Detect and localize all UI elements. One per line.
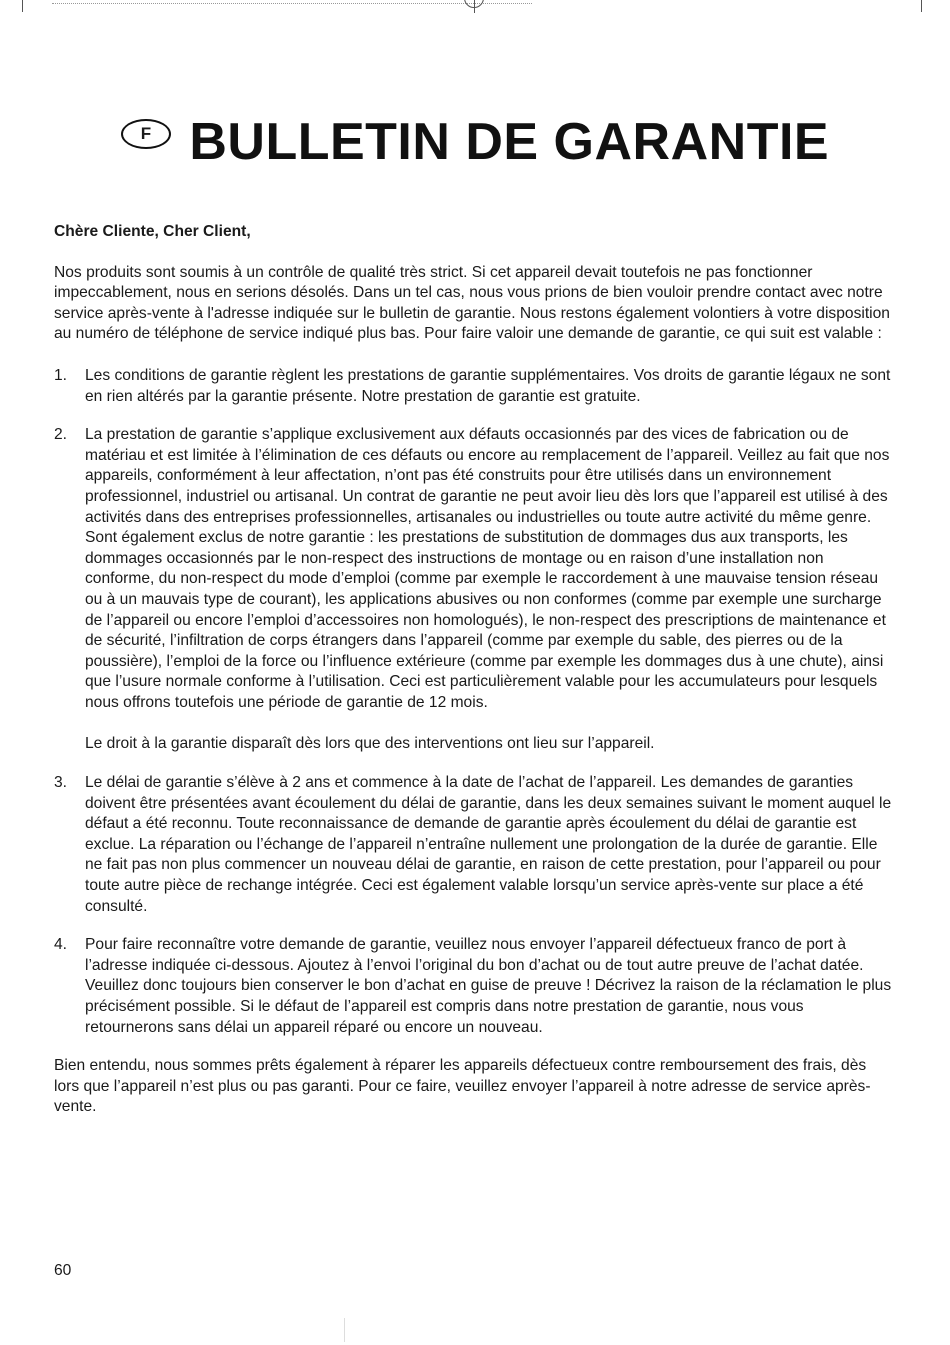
list-item-number: 1.: [54, 366, 68, 384]
greeting: Chère Cliente, Cher Client,: [54, 223, 251, 240]
list-item: [54, 366, 894, 407]
list-item-number: 4.: [54, 936, 68, 954]
list-item: [54, 425, 894, 755]
warranty-conditions-list: [54, 366, 894, 1038]
list-item-number: 2.: [54, 426, 68, 444]
printer-slug-line: [52, 0, 532, 4]
list-item-text: Les conditions de garantie règlent les prestations de garantie supplémentaires. Vos droits de garantie légaux ne sont en rien altérés par la garantie présente. Notre prestation de garantie est gratuite.: [85, 366, 891, 405]
language-badge: F: [121, 119, 171, 149]
list-item-text: Le délai de garantie s’élève à 2 ans et commence à la date de l’achat de l’appareil. Les demandes de garanties doivent être présentées avant écoulement du délai de garantie, dans les deux semaines suivant le moment auquel le défaut a été reconnu. Toute reconnaissance de demande de garantie après écoulement du délai de garantie est exclue. La réparation ou l’échange de l’appareil n’entraîne nullement une prolongation de la durée de garantie. Elle ne fait pas non plus commencer un nouveau délai de garantie, en raison de cette prestation, pour l’appareil ou pour toute autre pièce de rechange intégrée. Ceci est également valable lorsqu’un service après-vente sur place a été consulté.: [85, 774, 892, 915]
crop-mark-left: [22, 0, 23, 12]
list-item-number: 3.: [54, 774, 68, 792]
page-title: BULLETIN DE GARANTIE: [189, 113, 830, 171]
crop-mark-bottom: [344, 1318, 345, 1342]
list-item-text: Pour faire reconnaître votre demande de garantie, veuillez nous envoyer l’appareil défectueux franco de port à l’adresse indiquée ci-dessous. Ajoutez à l’envoi l’original du bon d’achat ou de tout autre preuve de l’achat datée. Veuillez donc toujours bien conserver le bon d’achat en guise de preuve ! Décrivez la raison de la réclamation le plus précisément possible. Si le défaut de l’appareil est compris dans notre prestation de garantie, nous vous retournerons sans délai un appareil réparé ou encore un nouveau.: [85, 936, 892, 1036]
crop-mark-right: [921, 0, 922, 12]
title-row: [0, 112, 950, 172]
page-number: 60: [54, 1262, 72, 1279]
intro-paragraph: Nos produits sont soumis à un contrôle de qualité très strict. Si cet appareil devait toutefois ne pas fonctionner impeccablement, nous en serions désolés. Dans un tel cas, nous vous prions de bien vouloir prendre contact avec notre service après-vente à l'adresse indiquée sur le bulletin de garantie. Nous restons également volontiers à votre disposition au numéro de téléphone de service indiqué plus bas. Pour faire valoir une demande de garantie, ce qui suit est valable :: [54, 263, 890, 343]
document-body: [54, 222, 894, 1118]
closing-paragraph: Bien entendu, nous sommes prêts également à réparer les appareils défectueux contre remboursement des frais, dès lors que l’appareil n’est plus ou pas garanti. Pour ce faire, veuillez envoyer l’appareil à notre adresse de service après-vente.: [54, 1057, 871, 1116]
list-item: [54, 935, 894, 1038]
list-item: [54, 773, 894, 917]
list-item-subparagraph: Le droit à la garantie disparaît dès lors que des interventions ont lieu sur l’appareil.: [85, 735, 655, 753]
registration-mark-icon: [464, 0, 484, 8]
list-item-text: La prestation de garantie s’applique exclusivement aux défauts occasionnés par des vices de fabrication ou de matériau et est limitée à l’élimination de ces défauts ou encore au remplacement de l’appareil. Veillez au fait que nos appareils, conformément à leur affectation, n’ont pas été construits pour être utilisés dans un environnement professionnel, industriel ou artisanal. Un contrat de garantie ne peut avoir lieu dès lors que l’appareil est utilisé à des activités dans des entreprises professionnelles, artisanales ou industrielles ou toute autre activité du même genre. Sont également exclus de notre garantie : les prestations de substitution de dommages dus aux transports, les dommages occasionnés par le non-respect des instructions de montage ou en raison d’une installation non conforme, du non-respect du mode d’emploi (comme par exemple le raccordement à une mauvaise tension réseau ou à un mauvais type de courant), les applications abusives ou non conformes (comme par exemple une surcharge de l’appareil ou encore l’emploi d’accessoires non homologués), le non-respect des prescriptions de maintenance et de sécurité, l’infiltration de corps étrangers dans l’appareil (comme par exemple du sable, des pierres ou de la poussière), l’emploi de la force ou l’influence extérieure (comme par exemple les dommages dus à une chute), ainsi que l’usure normale conforme à l’utilisation. Ceci est particulièrement valable pour les accumulateurs pour lesquels nous offrons toutefois une période de garantie de 12 mois.: [85, 426, 890, 711]
